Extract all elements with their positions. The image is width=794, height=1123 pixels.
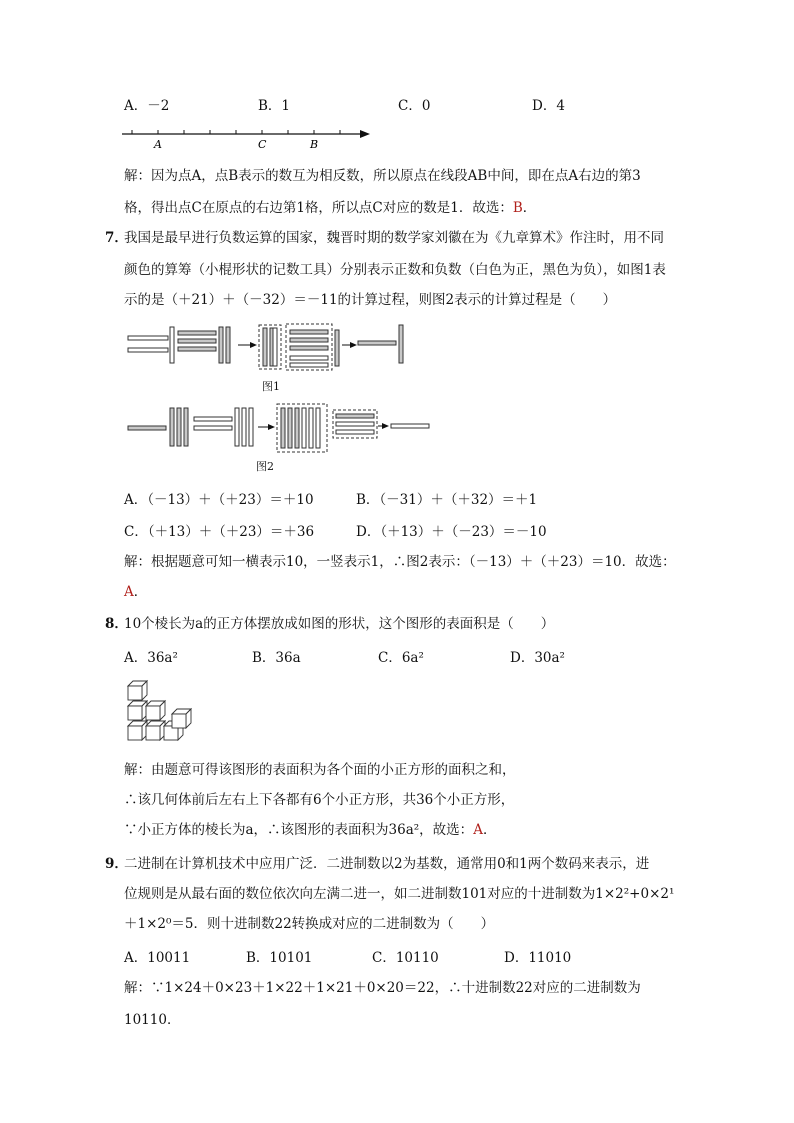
q6-answer: B [512,200,523,216]
q8-solution-line1: 解：由题意可得该图形的表面积为各个面的小正方形的面积之和， [124,762,516,778]
q7-option-a: A．（－13）＋（＋23）＝＋10 [124,492,314,508]
q8-solution-end: ． [482,822,497,838]
point-a-label: A [154,138,162,151]
q8-solution-line2: ∴该几何体前后左右上下各都有6个小正方形，共36个小正方形， [124,792,515,808]
q7-figure2 [126,402,436,454]
q9-option-c: C．10110 [372,950,439,966]
q6-solution-end: ． [522,200,537,216]
q8-solution-text: ∵小正方体的棱长为a，∴该图形的表面积为36a²，故选： [124,822,474,838]
q8-number: 8． [105,616,128,632]
q9-stem-line3: ＋1×2⁰＝5．则十进制数22转换成对应的二进制数为（ ） [124,916,495,932]
q9-option-d: D．11010 [504,950,572,966]
q8-stem: 10个棱长为a的正方体摆放成如图的形状，这个图形的表面积是（ ） [124,616,555,632]
q8-cube-stack [124,678,196,744]
q7-fig1-caption: 图1 [262,380,280,393]
q6-option-b: B．1 [258,98,291,114]
q6-solution-line2 [124,198,536,218]
q6-solution-line1: 解：因为点A，点B表示的数互为相反数，所以原点在线段AB中间，即在点A右边的第3 [124,168,641,184]
q6-number-line [120,124,380,154]
small-cube [128,701,147,720]
q7-option-b: B．（－31）＋（＋32）＝＋1 [356,492,538,508]
q6-option-a: A．－2 [124,98,170,114]
q7-option-c: C．（＋13）＋（＋23）＝＋36 [124,524,315,540]
q9-solution-line1: 解：∵1×24＋0×23＋1×22＋1×21＋0×20＝22，∴十进制数22对应的二进制数为 [124,980,641,996]
q9-option-a: A．10011 [124,950,191,966]
small-cube [172,709,191,728]
q7-solution-line2 [124,582,147,602]
small-cube [128,681,147,700]
small-cube [146,701,165,720]
q7-stem-line2: 颜色的算筹（小棍形状的记数工具）分别表示正数和负数（白色为正，黑色为负），如图1表 [124,262,666,278]
q9-solution-line2: 10110． [124,1012,181,1028]
q7-stem-line3: 示的是（＋21）＋（－32）＝－11的计算过程，则图2表示的计算过程是（ ） [124,292,617,308]
q7-number: 7． [105,230,128,246]
q7-fig2-caption: 图2 [256,460,274,473]
q8-solution-line3 [124,820,496,840]
q7-solution-line1: 解：根据题意可知一横表示10，一竖表示1，∴图2表示：（－13）＋（＋23）＝10．故选： [124,554,676,570]
q9-stem-line1: 二进制在计算机技术中应用广泛．二进制数以2为基数，通常用0和1两个数码来表示，进 [124,856,650,872]
q6-option-d: D．4 [532,98,565,114]
q7-answer: A [124,584,134,600]
q8-option-d: D．30a² [510,650,565,666]
q9-option-b: B．10101 [246,950,313,966]
q7-solution-end: ． [133,584,148,600]
q7-stem-line1: 我国是最早进行负数运算的国家，魏晋时期的数学家刘徽在为《九章算术》作注时，用不同 [124,230,664,246]
small-cube [128,721,147,740]
q6-solution-text: 格，得出点C在原点的右边第1格，所以点C对应的数是1．故选： [124,200,513,216]
point-b-label: B [310,138,319,151]
q9-number: 9． [105,856,128,872]
q7-figure1 [126,322,416,374]
q8-option-b: B．36a [252,650,301,666]
q8-answer: A [473,822,483,838]
small-cube [146,721,165,740]
q8-option-a: A．36a² [124,650,178,666]
q9-stem-line2: 位规则是从最右面的数位依次向左满二进一，如二进制数101对应的十进制数为1×2²+0×2¹ [124,886,675,902]
point-c-label: C [258,138,267,151]
q7-option-d: D．（＋13）＋（－23）＝－10 [356,524,547,540]
q8-option-c: C．6a² [378,650,424,666]
q6-option-c: C．0 [398,98,431,114]
